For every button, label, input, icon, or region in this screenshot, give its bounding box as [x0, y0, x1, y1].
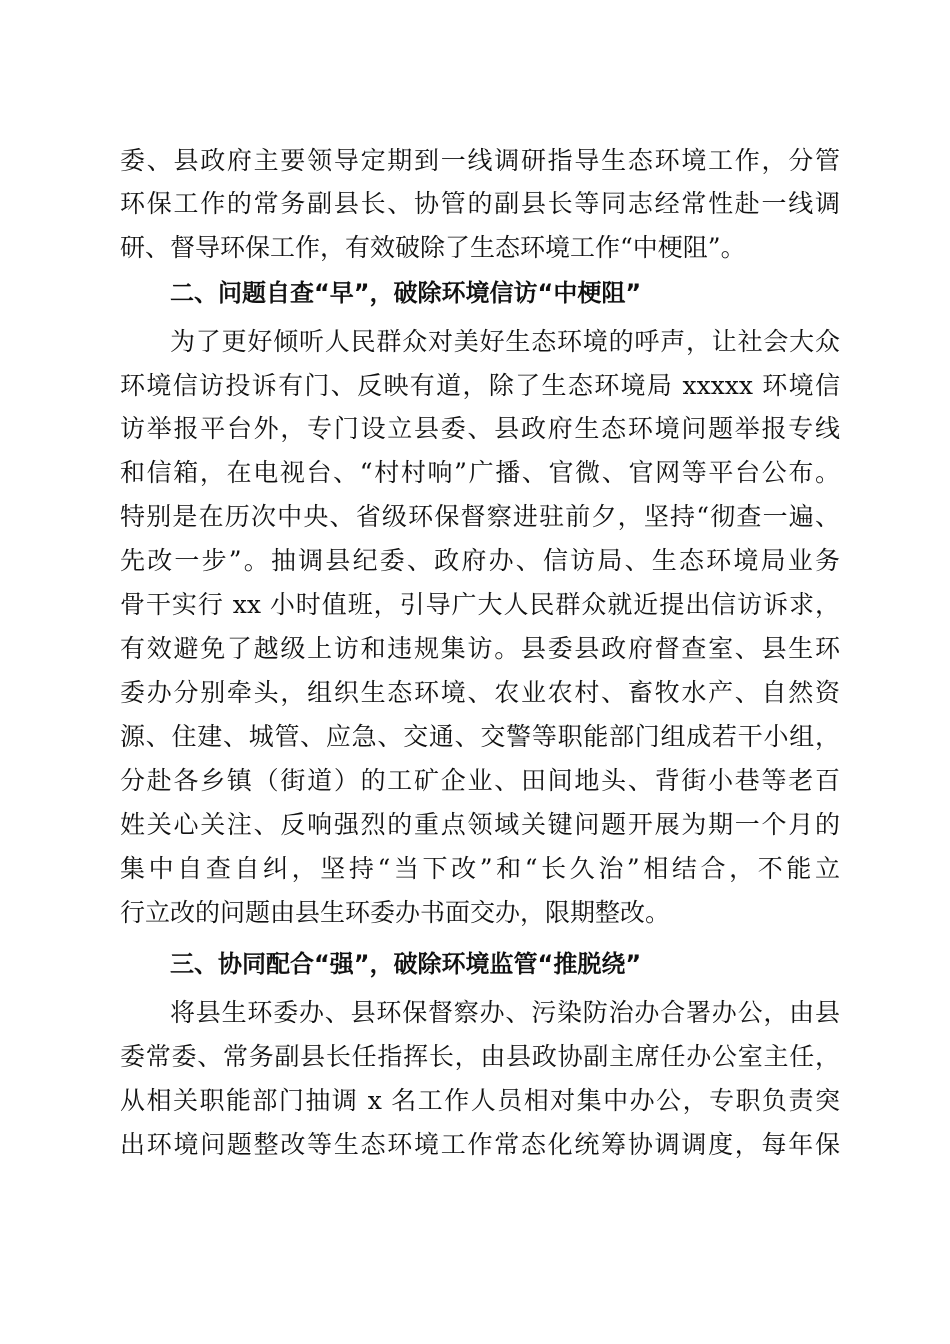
paragraph-2-line-4: 和信箱，在电视台、“村村响”广播、官微、官网等平台公布。	[120, 458, 840, 487]
paragraph-3-line-1: 将县生环委办、县环保督察办、污染防治办合署办公，由县	[170, 998, 840, 1027]
section-heading-2: 二、问题自查“早”，破除环境信访“中梗阻”	[170, 279, 642, 307]
paragraph-2-line-11: 分赴各乡镇（街道）的工矿企业、田间地头、背街小巷等老百	[120, 766, 840, 795]
paragraph-2-line-10: 源、住建、城管、应急、交通、交警等职能部门组成若干小组，	[120, 722, 840, 751]
paragraph-3-line-4: 出环境问题整改等生态环境工作常态化统筹协调调度，每年保	[120, 1130, 840, 1159]
paragraph-intro-line-2: 环保工作的常务副县长、协管的副县长等同志经常性赴一线调	[120, 189, 840, 218]
paragraph-2-line-1: 为了更好倾听人民群众对美好生态环境的呼声，让社会大众	[170, 327, 840, 356]
paragraph-2-line-8: 有效避免了越级上访和违规集访。县委县政府督查室、县生环	[120, 634, 840, 663]
paragraph-2-line-12: 姓关心关注、反响强烈的重点领域关键问题开展为期一个月的	[120, 810, 840, 839]
paragraph-intro-line-3: 研、督导环保工作，有效破除了生态环境工作“中梗阻”。	[120, 233, 746, 262]
section-heading-3: 三、协同配合“强”，破除环境监管“推脱绕”	[170, 950, 642, 978]
paragraph-2-line-13: 集中自查自纠，坚持“当下改”和“长久治”相结合，不能立	[120, 854, 840, 883]
paragraph-intro-line-1: 委、县政府主要领导定期到一线调研指导生态环境工作，分管	[120, 146, 840, 175]
paragraph-2-line-9: 委办分别牵头，组织生态环境、农业农村、畜牧水产、自然资	[120, 678, 840, 707]
paragraph-2-line-5: 特别是在历次中央、省级环保督察进驻前夕，坚持“彻查一遍、	[120, 502, 840, 531]
paragraph-2-line-7: 骨干实行 xx 小时值班，引导广大人民群众就近提出信访诉求，	[120, 590, 840, 619]
paragraph-3-line-3: 从相关职能部门抽调 x 名工作人员相对集中办公，专职负责突	[120, 1086, 840, 1115]
paragraph-2-line-6: 先改一步”。抽调县纪委、政府办、信访局、生态环境局业务	[120, 546, 840, 575]
paragraph-2-line-2: 环境信访投诉有门、反映有道，除了生态环境局 xxxxx 环境信	[120, 371, 840, 400]
paragraph-2-line-14: 行立改的问题由县生环委办书面交办，限期整改。	[120, 898, 671, 927]
paragraph-2-line-3: 访举报平台外，专门设立县委、县政府生态环境问题举报专线	[120, 414, 840, 443]
paragraph-3-line-2: 委常委、常务副县长任指挥长，由县政协副主席任办公室主任，	[120, 1042, 840, 1071]
